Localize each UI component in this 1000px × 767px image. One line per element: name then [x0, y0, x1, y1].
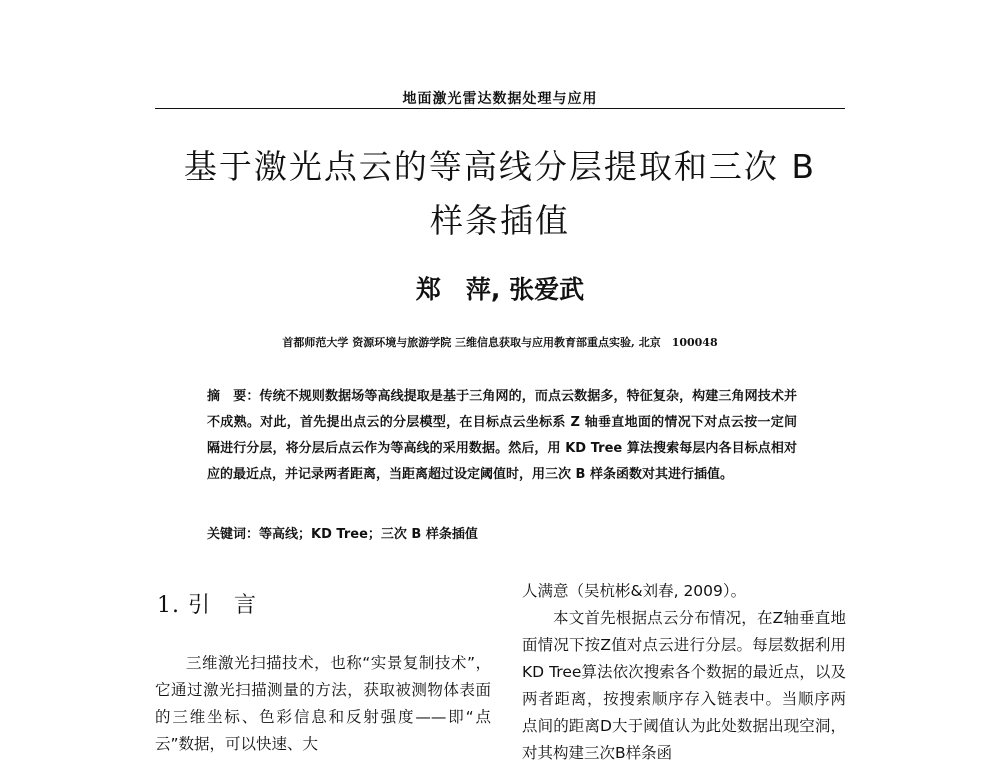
section-heading-introduction: 1. 引 言 [157, 593, 257, 618]
left-column [155, 650, 491, 758]
keywords-label: 关键词： [207, 527, 260, 542]
authors: 郑 萍, 张爱武 [415, 275, 585, 304]
affiliation: 首都师范大学 资源环境与旅游学院 三维信息获取与应用教育部重点实验, 北京 100048 [282, 336, 718, 349]
header-rule [155, 108, 845, 109]
keywords-text: 等高线；KD Tree；三次 B 样条插值 [259, 527, 478, 542]
title-line-1: 基于激光点云的等高线分层提取和三次 B [183, 147, 817, 186]
keywords [207, 522, 797, 548]
paper-title [120, 140, 880, 248]
intro-paragraph: 三维激光扫描技术，也称“实景复制技术”，它通过激光扫描测量的方法，获取被测物体表面的三维坐标、色彩信息和反射强度——即“点云”数据，可以快速、大 [155, 654, 491, 753]
abstract-text: 传统不规则数据场等高线提取是基于三角网的，而点云数据多，特征复杂，构建三角网技术并不成熟。对此，首先提出点云的分层模型，在目标点云坐标系 Z 轴垂直地面的情况下对点云按一定间隔进行分层，将分层后点云作为等高线的采用数据。然后，用 KD Tree 算法搜索每层内各目标点相对应的最近点，并记录两者距离，当距离超过设定阈值时，用三次 B 样条函数对其进行插值。 [207, 389, 797, 482]
running-header: 地面激光雷达数据处理与应用 [402, 91, 598, 107]
abstract-label: 摘 要： [207, 389, 260, 404]
right-column-line: 人满意（吴杭彬&刘春, 2009）。 [522, 582, 747, 600]
right-column-paragraph: 本文首先根据点云分布情况，在Z轴垂直地面情况下按Z值对点云进行分层。每层数据利用KD Tree算法依次搜索各个数据的最近点，以及两者距离，按搜索顺序存入链表中。当顺序两点间的距离D大于阈值认为此处数据出现空洞，对其构建三次B样条函 [522, 609, 846, 762]
right-column [522, 578, 846, 767]
abstract [207, 384, 797, 488]
title-line-2: 样条插值 [430, 201, 570, 240]
